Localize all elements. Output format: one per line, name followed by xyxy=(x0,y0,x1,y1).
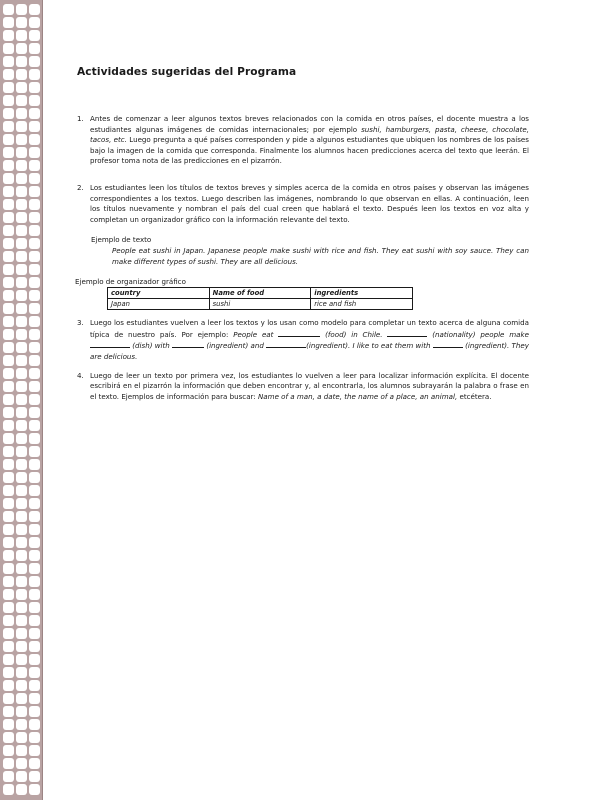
binding-hole xyxy=(29,95,40,106)
binding-hole xyxy=(16,524,27,535)
binding-hole xyxy=(16,589,27,600)
binding-hole xyxy=(16,472,27,483)
binding-hole xyxy=(16,641,27,652)
binding-hole xyxy=(16,82,27,93)
document-page xyxy=(77,66,529,402)
notebook-binding-strip xyxy=(0,0,43,800)
binding-hole xyxy=(16,121,27,132)
binding-hole xyxy=(3,186,14,197)
binding-hole xyxy=(3,69,14,80)
binding-hole xyxy=(29,251,40,262)
binding-hole xyxy=(3,342,14,353)
activity-text: Luego de leer un texto por primera vez, los estudiantes lo vuelven a leer para localizar información explícita. El docente escribirá en el pizarrón la información que deben encontrar y, al encontrarla, los alumnos subrayarán la palabra o frase en el texto. Ejemplos de información para buscar: Name of a man, a date, the name of a place, an animal, etcétera. xyxy=(90,370,529,401)
binding-hole xyxy=(16,615,27,626)
binding-hole xyxy=(16,498,27,509)
binding-hole xyxy=(16,30,27,41)
binding-hole xyxy=(29,316,40,327)
binding-hole xyxy=(29,290,40,301)
binding-hole xyxy=(29,745,40,756)
binding-hole xyxy=(3,212,14,223)
binding-hole xyxy=(16,628,27,639)
binding-hole xyxy=(16,225,27,236)
binding-hole xyxy=(3,420,14,431)
binding-hole xyxy=(16,563,27,574)
binding-hole xyxy=(29,69,40,80)
binding-hole xyxy=(3,225,14,236)
column-header: Name of food xyxy=(209,288,311,299)
graphic-organizer-table xyxy=(107,287,413,310)
binding-hole xyxy=(29,524,40,535)
binding-hole xyxy=(29,732,40,743)
binding-hole xyxy=(3,654,14,665)
binding-hole xyxy=(29,108,40,119)
binding-hole xyxy=(16,69,27,80)
binding-hole xyxy=(16,537,27,548)
example-heading: Ejemplo de texto xyxy=(91,235,152,245)
binding-hole xyxy=(16,56,27,67)
binding-hole xyxy=(29,30,40,41)
binding-hole xyxy=(3,407,14,418)
binding-hole xyxy=(29,667,40,678)
binding-hole xyxy=(16,160,27,171)
binding-hole xyxy=(16,95,27,106)
binding-hole xyxy=(16,576,27,587)
binding-hole xyxy=(16,342,27,353)
binding-hole xyxy=(3,628,14,639)
binding-hole xyxy=(3,329,14,340)
binding-hole xyxy=(3,498,14,509)
activities-list-continued xyxy=(77,318,529,402)
binding-hole xyxy=(29,134,40,145)
binding-hole xyxy=(29,641,40,652)
binding-hole xyxy=(29,4,40,15)
binding-hole xyxy=(3,264,14,275)
activity-item-2 xyxy=(77,183,529,267)
binding-hole xyxy=(3,199,14,210)
binding-hole xyxy=(16,654,27,665)
activity-number: 1. xyxy=(77,114,84,123)
activity-item-4 xyxy=(77,371,529,403)
binding-hole xyxy=(29,615,40,626)
binding-hole xyxy=(29,693,40,704)
binding-hole xyxy=(3,680,14,691)
binding-hole xyxy=(3,459,14,470)
binding-hole xyxy=(29,186,40,197)
binding-hole xyxy=(29,498,40,509)
binding-hole xyxy=(3,316,14,327)
binding-hole xyxy=(29,277,40,288)
binding-hole xyxy=(29,264,40,275)
binding-hole xyxy=(29,628,40,639)
activities-list xyxy=(77,114,529,267)
binding-hole xyxy=(16,784,27,795)
binding-hole xyxy=(3,446,14,457)
binding-hole xyxy=(29,407,40,418)
binding-hole xyxy=(16,277,27,288)
binding-hole xyxy=(16,173,27,184)
binding-hole xyxy=(16,186,27,197)
binding-hole xyxy=(3,472,14,483)
binding-hole xyxy=(16,719,27,730)
binding-hole xyxy=(29,368,40,379)
binding-hole xyxy=(29,576,40,587)
binding-hole xyxy=(16,771,27,782)
binding-hole xyxy=(3,511,14,522)
binding-hole xyxy=(29,758,40,769)
binding-hole xyxy=(3,251,14,262)
binding-hole xyxy=(16,667,27,678)
binding-hole xyxy=(29,381,40,392)
binding-hole xyxy=(29,342,40,353)
fill-blank xyxy=(278,329,320,337)
column-header: ingredients xyxy=(311,288,413,299)
binding-hole xyxy=(16,485,27,496)
binding-hole xyxy=(3,303,14,314)
binding-hole xyxy=(29,537,40,548)
binding-hole xyxy=(3,368,14,379)
binding-hole xyxy=(3,550,14,561)
binding-hole xyxy=(16,355,27,366)
binding-hole xyxy=(16,264,27,275)
activity-text: Antes de comenzar a leer algunos textos breves relacionados con la comida en otros países, el docente muestra a los estudiantes algunas imágenes de comidas internacionales; por ejemplo sushi, hamburgers, pasta, cheese, chocolate, tacos, etc. Luego pregunta a qué países corresponden y pide a algunos estudiantes que ubiquen los nombres de los países bajo la imagen de la comida que corresponda. Finalmente los alumnos hacen predicciones acerca del texto que leerán. El profesor toma nota de las predicciones en el pizarrón. xyxy=(90,114,529,166)
binding-hole xyxy=(3,17,14,28)
example-text: People eat sushi in Japan. Japanese people make sushi with rice and fish. They eat sushi with soy sauce. They can make different types of sushi. They are all delicious. xyxy=(112,245,529,266)
fill-blank xyxy=(266,340,306,348)
activity-text: Luego los estudiantes vuelven a leer los textos y los usan como modelo para completar un texto acerca de alguna comida típica de nuestro país. Por ejemplo: People eat (food) in Chile. (nationality) people make (dish) with (ingredient) and (ingredient). I like to eat them with (ingredient). They are delicious. xyxy=(90,318,529,361)
binding-hole xyxy=(16,459,27,470)
activity-text: Los estudiantes leen los títulos de textos breves y simples acerca de la comida en otros países y observan las imágenes correspondientes a los textos. Luego describen las imágenes, nombrando lo que observan en ellas. A continuación, leen los títulos nuevamente y nombran el país del cual creen que hablará el texto. Después leen los textos en voz alta y completan un organizador gráfico con la información relevante del texto. xyxy=(90,182,529,224)
binding-hole xyxy=(3,641,14,652)
activity-item-3 xyxy=(77,318,529,362)
info-examples: Name of a man, a date, the name of a place, an animal, xyxy=(258,391,458,401)
binding-hole xyxy=(3,745,14,756)
binding-hole xyxy=(29,771,40,782)
binding-hole xyxy=(3,433,14,444)
binding-hole xyxy=(29,433,40,444)
fill-blank xyxy=(90,340,130,348)
binding-hole xyxy=(3,732,14,743)
binding-hole xyxy=(3,173,14,184)
page-title: Actividades sugeridas del Programa xyxy=(77,66,297,78)
binding-hole xyxy=(29,589,40,600)
binding-hole xyxy=(29,680,40,691)
binding-hole xyxy=(3,121,14,132)
fill-blank xyxy=(387,329,427,337)
binding-hole xyxy=(3,589,14,600)
binding-hole xyxy=(3,524,14,535)
binding-hole xyxy=(3,784,14,795)
binding-hole xyxy=(29,303,40,314)
binding-hole xyxy=(16,147,27,158)
binding-hole xyxy=(16,368,27,379)
binding-hole xyxy=(16,134,27,145)
binding-hole xyxy=(3,95,14,106)
binding-hole xyxy=(29,212,40,223)
column-header: country xyxy=(108,288,210,299)
binding-hole xyxy=(29,43,40,54)
binding-hole xyxy=(29,238,40,249)
binding-hole xyxy=(16,303,27,314)
binding-hole xyxy=(16,706,27,717)
binding-hole xyxy=(29,550,40,561)
binding-hole xyxy=(16,329,27,340)
binding-hole xyxy=(29,459,40,470)
binding-hole xyxy=(3,30,14,41)
binding-hole xyxy=(3,771,14,782)
activity-number: 3. xyxy=(77,318,84,328)
binding-hole xyxy=(3,576,14,587)
binding-hole xyxy=(16,511,27,522)
binding-hole xyxy=(16,407,27,418)
binding-hole xyxy=(29,225,40,236)
organizer-heading: Ejemplo de organizador gráfico xyxy=(75,277,186,287)
binding-hole xyxy=(3,602,14,613)
binding-hole xyxy=(3,355,14,366)
binding-hole xyxy=(16,238,27,249)
binding-hole xyxy=(29,394,40,405)
binding-hole xyxy=(16,680,27,691)
binding-hole xyxy=(29,199,40,210)
binding-hole xyxy=(16,433,27,444)
binding-hole xyxy=(3,706,14,717)
binding-hole xyxy=(29,654,40,665)
binding-hole xyxy=(29,56,40,67)
binding-hole xyxy=(3,56,14,67)
binding-hole xyxy=(3,290,14,301)
binding-hole xyxy=(29,147,40,158)
binding-hole xyxy=(3,147,14,158)
table-row xyxy=(108,299,413,310)
fill-blank xyxy=(172,340,204,348)
binding-hole xyxy=(16,17,27,28)
binding-hole xyxy=(16,212,27,223)
binding-hole xyxy=(16,745,27,756)
binding-hole xyxy=(29,160,40,171)
binding-hole xyxy=(16,758,27,769)
binding-hole xyxy=(16,108,27,119)
binding-hole xyxy=(29,472,40,483)
activity-number: 4. xyxy=(77,370,84,380)
binding-hole xyxy=(3,693,14,704)
binding-hole xyxy=(16,251,27,262)
binding-hole xyxy=(16,316,27,327)
binding-hole xyxy=(29,719,40,730)
binding-hole xyxy=(16,446,27,457)
binding-hole xyxy=(3,134,14,145)
table-cell: sushi xyxy=(209,299,311,310)
binding-hole xyxy=(3,43,14,54)
binding-hole xyxy=(3,82,14,93)
table-cell: rice and fish xyxy=(311,299,413,310)
binding-hole xyxy=(16,732,27,743)
binding-hole xyxy=(3,4,14,15)
text-example xyxy=(90,235,529,267)
binding-hole xyxy=(29,485,40,496)
binding-hole xyxy=(16,381,27,392)
binding-hole xyxy=(29,173,40,184)
binding-hole xyxy=(3,108,14,119)
binding-hole xyxy=(3,758,14,769)
table-cell: Japan xyxy=(108,299,210,310)
binding-hole xyxy=(29,563,40,574)
fill-blank xyxy=(433,340,463,348)
binding-hole xyxy=(3,485,14,496)
binding-hole xyxy=(16,199,27,210)
binding-hole xyxy=(29,355,40,366)
binding-hole xyxy=(16,420,27,431)
binding-hole xyxy=(16,290,27,301)
binding-hole xyxy=(29,121,40,132)
binding-hole xyxy=(29,602,40,613)
binding-hole xyxy=(29,329,40,340)
binding-hole xyxy=(29,784,40,795)
binding-hole xyxy=(29,17,40,28)
binding-hole xyxy=(3,667,14,678)
activity-item-1 xyxy=(77,114,529,167)
binding-hole xyxy=(3,563,14,574)
binding-hole xyxy=(29,446,40,457)
binding-hole xyxy=(16,693,27,704)
binding-hole xyxy=(3,381,14,392)
binding-hole xyxy=(29,420,40,431)
binding-hole xyxy=(3,160,14,171)
binding-hole xyxy=(16,394,27,405)
binding-hole xyxy=(29,82,40,93)
binding-hole xyxy=(3,719,14,730)
binding-hole xyxy=(3,277,14,288)
binding-hole xyxy=(16,43,27,54)
binding-hole xyxy=(29,511,40,522)
binding-hole xyxy=(3,238,14,249)
binding-hole xyxy=(3,537,14,548)
activity-number: 2. xyxy=(77,182,84,192)
binding-hole xyxy=(16,4,27,15)
binding-hole xyxy=(3,615,14,626)
binding-hole xyxy=(3,394,14,405)
table-header-row xyxy=(108,288,413,299)
binding-hole xyxy=(16,602,27,613)
binding-hole xyxy=(16,550,27,561)
food-examples: sushi, hamburgers, pasta, cheese, chocolate, tacos, etc. xyxy=(90,124,529,145)
binding-hole xyxy=(29,706,40,717)
